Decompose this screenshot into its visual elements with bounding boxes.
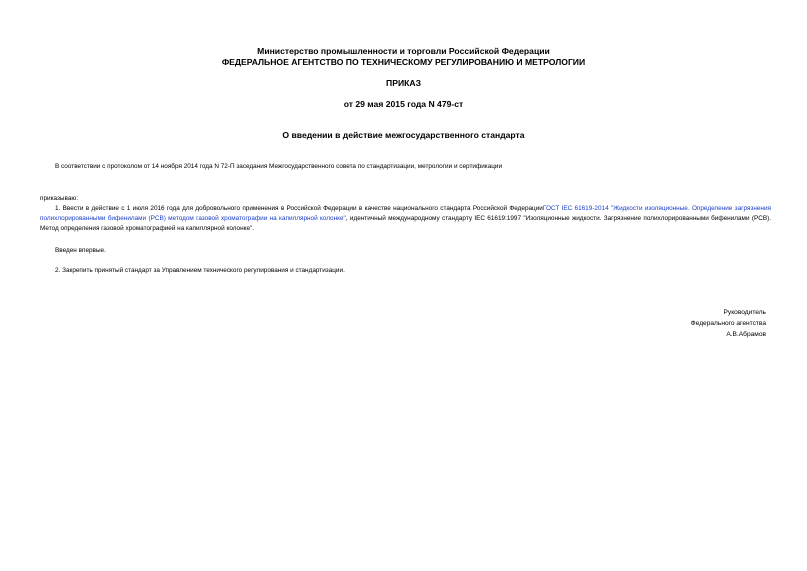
item-1-paragraph	[40, 204, 771, 234]
agency-name: ФЕДЕРАЛЬНОЕ АГЕНТСТВО ПО ТЕХНИЧЕСКОМУ РЕГУЛИРОВАНИЮ И МЕТРОЛОГИИ	[221, 57, 586, 67]
item-1-text: 1. Ввести в действие с 1 июля 2016 года для добровольного применения в Российской Федерации в качестве национального стандарта Российской Федерации	[55, 205, 543, 212]
document-type: ПРИКАЗ	[386, 78, 421, 88]
item-2-paragraph: 2. Закрепить принятый стандарт за Управлением технического регулирования и стандартизации.	[55, 267, 345, 274]
signature-name: А.В.Абрамов	[726, 331, 766, 338]
document-date-number: от 29 мая 2015 года N 479-ст	[343, 99, 464, 109]
order-word: приказываю:	[40, 195, 78, 202]
introduced-note: Введен впервые.	[55, 247, 106, 254]
ministry-name: Министерство промышленности и торговли Российской Федерации	[257, 46, 550, 56]
document-subject: О введении в действие межгосударственного стандарта	[282, 130, 525, 140]
signature-title: Руководитель	[723, 309, 766, 316]
item-1-suffix: , идентичный международному стандарту IEC 61619:1997 "Изоляционные жидкости. Загрязнение полихлорированными бифенилами (PCB). Метод определения газовой хроматографией на капиллярной колонке".	[40, 215, 771, 232]
signature-agency: Федерального агентства	[690, 320, 766, 327]
preamble-paragraph: В соответствии с протоколом от 14 ноября 2014 года N 72-П заседания Межгосударственного совета по стандартизации, метрологии и сертификации	[55, 163, 503, 170]
signature-block	[566, 307, 766, 340]
standard-link[interactable]: ГОСТ IEC 61619-2014 "Жидкости изоляционные. Определение загрязнения полихлорированными бифенилами (PCB) методом газовой хроматографии на капиллярной колонке"	[40, 205, 771, 222]
